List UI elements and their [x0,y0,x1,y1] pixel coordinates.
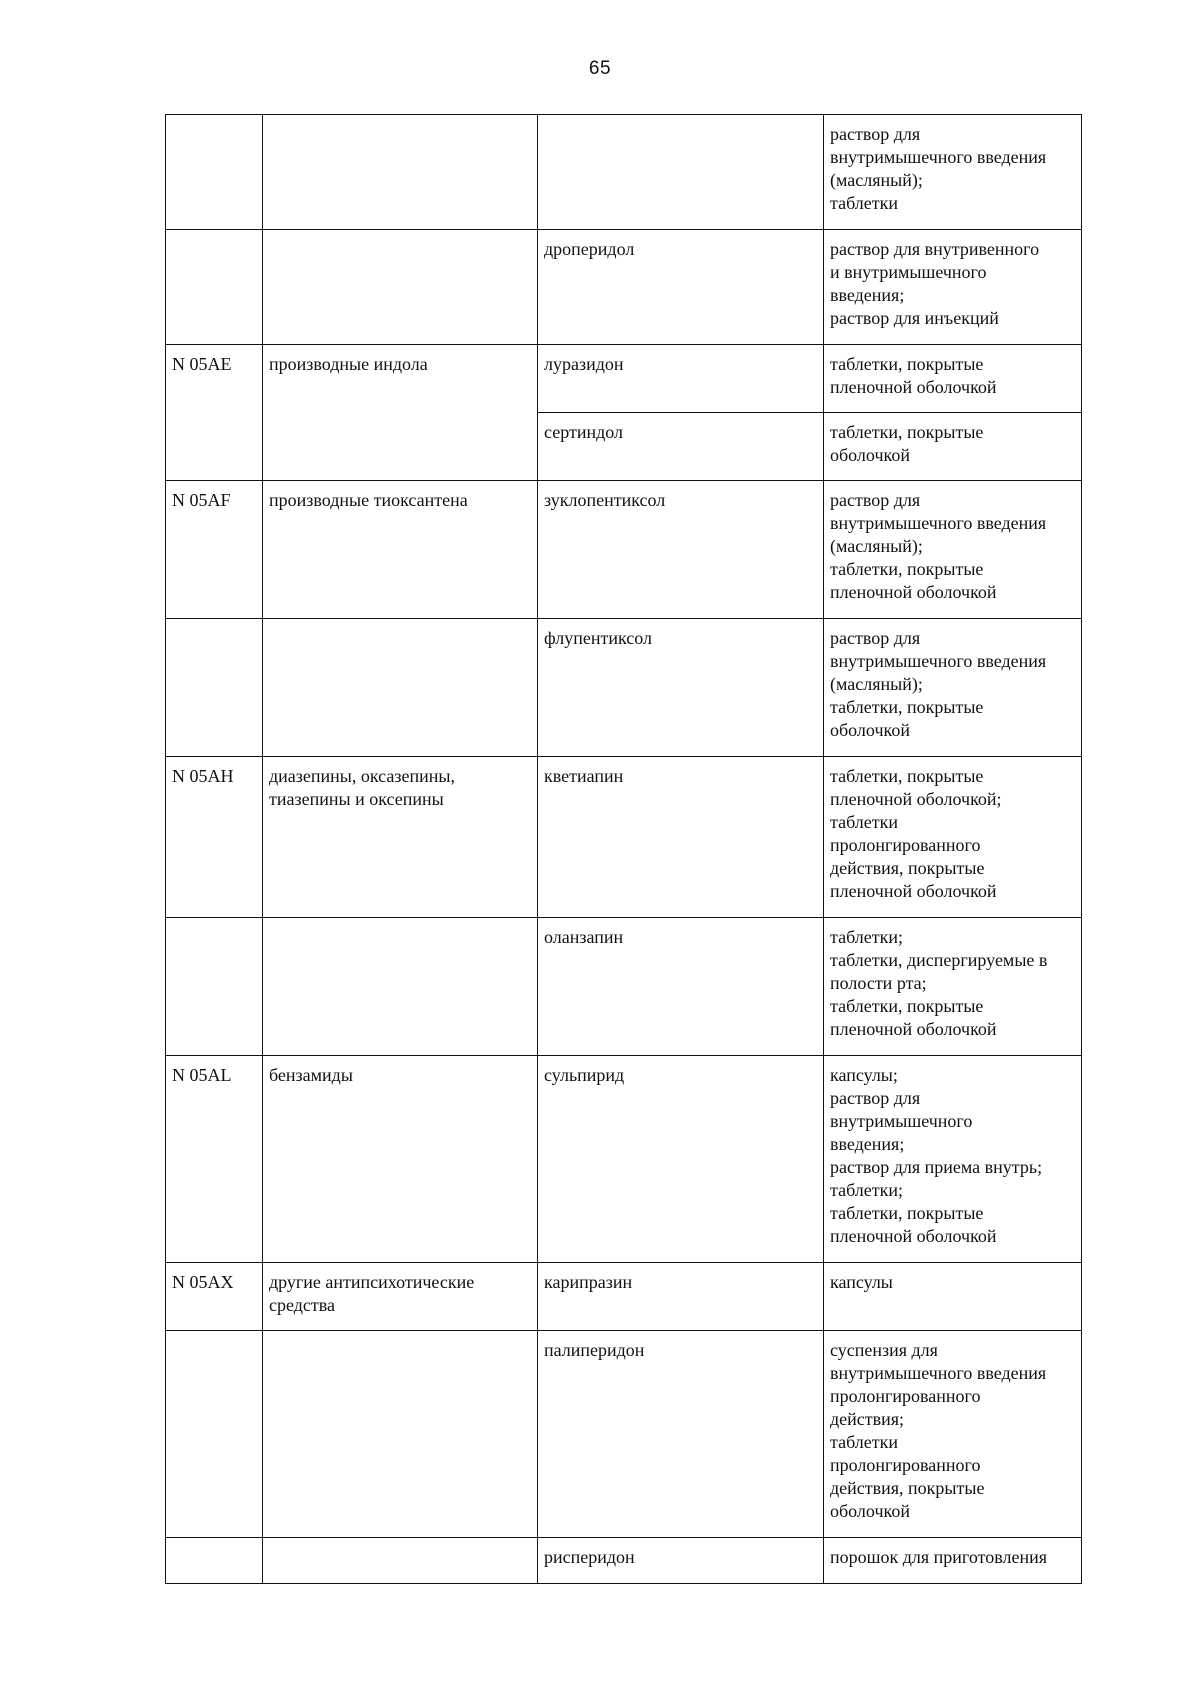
dosage-form-cell: таблетки; таблетки, диспергируемые в полости рта; таблетки, покрытые пленочной оболочкой [824,918,1082,1056]
atc-code-cell: N 05AL [166,1056,263,1263]
drug-group-cell: диазепины, оксазепины, тиазепины и оксепины [263,757,538,918]
table-row [166,918,1082,1056]
table-row [166,1538,1082,1584]
dosage-form-cell: порошок для приготовления [824,1538,1082,1584]
dosage-form-cell: таблетки, покрытые пленочной оболочкой [824,345,1082,413]
drug-group-cell [263,619,538,757]
atc-code-cell [166,1331,263,1538]
drug-name-cell: сертиндол [538,413,824,481]
atc-code-cell: N 05AF [166,481,263,619]
table-row [166,345,1082,413]
drug-name-cell: зуклопентиксол [538,481,824,619]
dosage-form-cell: таблетки, покрытые пленочной оболочкой; таблетки пролонгированного действия, покрытые пленочной оболочкой [824,757,1082,918]
drug-name-cell: сульпирид [538,1056,824,1263]
drug-group-cell: другие антипсихотические средства [263,1263,538,1331]
drug-name-cell: палиперидон [538,1331,824,1538]
table-row [166,1331,1082,1538]
drug-name-cell: кветиапин [538,757,824,918]
table-row [166,230,1082,345]
table-row [166,1263,1082,1331]
atc-code-cell [166,918,263,1056]
dosage-form-cell: раствор для внутривенного и внутримышечного введения; раствор для инъекций [824,230,1082,345]
atc-code-cell [166,619,263,757]
atc-code-cell [166,1538,263,1584]
drug-name-cell: рисперидон [538,1538,824,1584]
drug-group-cell [263,230,538,345]
dosage-form-cell: раствор для внутримышечного введения (масляный); таблетки [824,115,1082,230]
dosage-form-cell: таблетки, покрытые оболочкой [824,413,1082,481]
drug-group-cell [263,1538,538,1584]
atc-code-cell: N 05AH [166,757,263,918]
drug-group-cell: производные тиоксантена [263,481,538,619]
drug-group-cell [263,115,538,230]
drug-table [165,114,1082,1584]
drug-group-cell: производные индола [263,345,538,481]
dosage-form-cell: раствор для внутримышечного введения (масляный); таблетки, покрытые оболочкой [824,619,1082,757]
drug-name-cell: оланзапин [538,918,824,1056]
drug-name-cell: карипразин [538,1263,824,1331]
atc-code-cell: N 05AX [166,1263,263,1331]
table-row [166,481,1082,619]
table-row [166,115,1082,230]
atc-code-cell [166,230,263,345]
drug-group-cell: бензамиды [263,1056,538,1263]
drug-group-cell [263,1331,538,1538]
drug-name-cell: флупентиксол [538,619,824,757]
dosage-form-cell: раствор для внутримышечного введения (масляный); таблетки, покрытые пленочной оболочкой [824,481,1082,619]
dosage-form-cell: капсулы; раствор для внутримышечного введения; раствор для приема внутрь; таблетки; таблетки, покрытые пленочной оболочкой [824,1056,1082,1263]
drug-name-cell [538,115,824,230]
drug-name-cell: луразидон [538,345,824,413]
drug-name-cell: дроперидол [538,230,824,345]
dosage-form-cell: капсулы [824,1263,1082,1331]
drug-group-cell [263,918,538,1056]
page-number: 65 [588,58,612,79]
table-row [166,1056,1082,1263]
dosage-form-cell: суспензия для внутримышечного введения пролонгированного действия; таблетки пролонгированного действия, покрытые оболочкой [824,1331,1082,1538]
table-row [166,757,1082,918]
table-row [166,619,1082,757]
atc-code-cell: N 05AE [166,345,263,481]
atc-code-cell [166,115,263,230]
